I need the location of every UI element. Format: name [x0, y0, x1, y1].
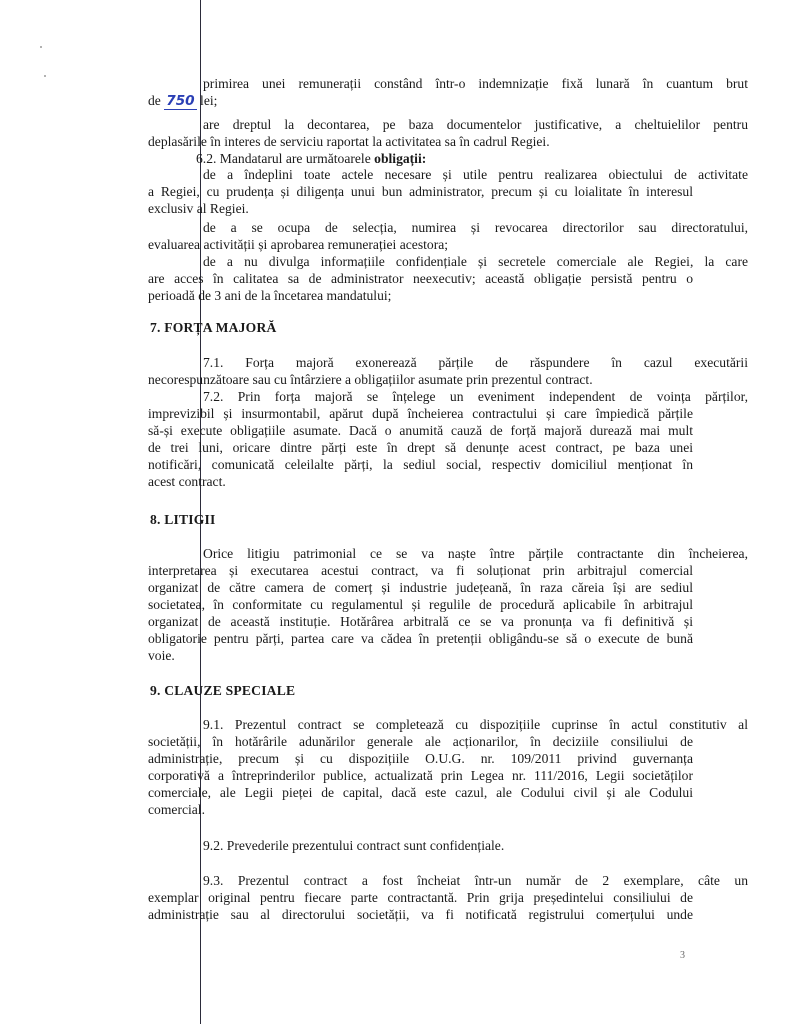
text-line: comercial. [148, 802, 205, 817]
text-line: de a nu divulga informațiile confidențiale și secretele comerciale ale Regiei, la care [203, 254, 748, 269]
text-line: a Regiei, cu prudența și diligența unui bun administrator, precum și cu loialitate în interesul [148, 184, 693, 199]
text-line: necorespunzătoare sau cu întârziere a obligațiilor asumate prin prezentul contract. [148, 372, 593, 387]
text-line: primirea unei remunerații constând într-o indemnizație fixă lunară în cuantum brut [203, 76, 748, 91]
text-line: acest contract. [148, 474, 226, 489]
scan-speck [44, 75, 46, 77]
text-line: voie. [148, 648, 175, 663]
text-line [148, 93, 693, 110]
text-fragment: de [148, 93, 161, 108]
text-fragment: 6.2. Mandatarul are următoarele [196, 151, 371, 166]
bold-text: obligații: [374, 151, 427, 166]
text-line: Orice litigiu patrimonial ce se va naște între părțile contractante din încheierea, [203, 546, 748, 561]
text-line: interpretarea și executarea acestui contract, va fi soluționat prin arbitrajul comercial [148, 563, 693, 578]
section-heading: 9. CLAUZE SPECIALE [150, 683, 296, 698]
text-line: administrație, precum și cu dispozițiile O.U.G. nr. 109/2011 privind guvernanța [148, 751, 693, 766]
text-line: are dreptul la decontarea, pe baza documentelor justificative, a cheltuielilor pentru [203, 117, 748, 132]
text-line: 9.2. Prevederile prezentului contract sunt confidențiale. [203, 838, 505, 853]
text-line: exemplar original pentru fiecare parte contractantă. Prin grija președintelui consiliului de [148, 890, 693, 905]
text-line [148, 151, 741, 168]
text-line: deplasările în interes de serviciu raportat la activitatea sa în cadrul Regiei. [148, 134, 550, 149]
text-line: 7.1. Forța majoră exonerează părțile de răspundere în cazul executării [203, 355, 748, 370]
text-line: obligatorie pentru părți, partea care va cădea în pretenții obligându-se să o execute de bună [148, 631, 693, 646]
section-heading: 7. FORȚA MAJORĂ [150, 320, 277, 335]
text-line: societatea, în conformitate cu regulamentul și regulile de procedură aplicabile în arbitrajul [148, 597, 693, 612]
page-number: 3 [680, 950, 685, 961]
text-line: are acces în calitatea sa de administrator neexecutiv; această obligație persistă pentru o [148, 271, 693, 286]
text-line: de a îndeplini toate actele necesare și utile pentru realizarea obiectului de activitate [203, 167, 748, 182]
text-line: organizat de această instituție. Hotărârea arbitrală ce se va pronunța va fi definitivă și [148, 614, 693, 629]
scan-speck [40, 46, 42, 48]
text-line: evaluarea activității și aprobarea remunerației acestora; [148, 237, 449, 252]
text-line: 9.3. Prezentul contract a fost încheiat într-un număr de 2 exemplare, câte un [203, 873, 748, 888]
text-line: 7.2. Prin forța majoră se înțelege un eveniment independent de voința părților, [203, 389, 748, 404]
text-line: societății, în hotărârile adunărilor generale ale acționarilor, în deciziile consiliului de [148, 734, 693, 749]
text-line: notificări, comunicată celeilalte părți, la sediul social, respectiv domiciliul menționat în [148, 457, 693, 472]
text-line: comerciale, ale Legii pieței de capital, dacă este cazul, ale Codului civil și ale Codului [148, 785, 693, 800]
text-line: de trei luni, oricare dintre părți este în drept să denunțe acest contract, pe baza unei [148, 440, 693, 455]
text-line: corporativă a întreprinderilor publice, actualizată prin Legea nr. 111/2016, Legii societăților [148, 768, 693, 783]
text-line: să-și execute obligațiile asumate. Dacă o anumită cauză de forță majoră durează mai mult [148, 423, 693, 438]
text-line: 9.1. Prezentul contract se completează cu dispozițiile cuprinse în actul constitutiv al [203, 717, 748, 732]
text-line: de a se ocupa de selecția, numirea și revocarea directorilor sau directoratului, [203, 220, 748, 235]
handwritten-amount: 750 [166, 93, 195, 109]
text-line: administrație sau al directorului societății, va fi notificată registrului comerțului unde [148, 907, 693, 922]
text-line: organizat de către camera de comerț și industrie județeană, în raza căreia își are sediul [148, 580, 693, 595]
text-line: imprevizibil și insurmontabil, apărut după încheierea contractului și care împiedică părțile [148, 406, 693, 421]
text-line: perioadă de 3 ani de la încetarea mandatului; [148, 288, 392, 303]
text-line: exclusiv al Regiei. [148, 201, 249, 216]
text-fragment: lei; [200, 93, 218, 108]
section-heading: 8. LITIGII [150, 512, 216, 527]
